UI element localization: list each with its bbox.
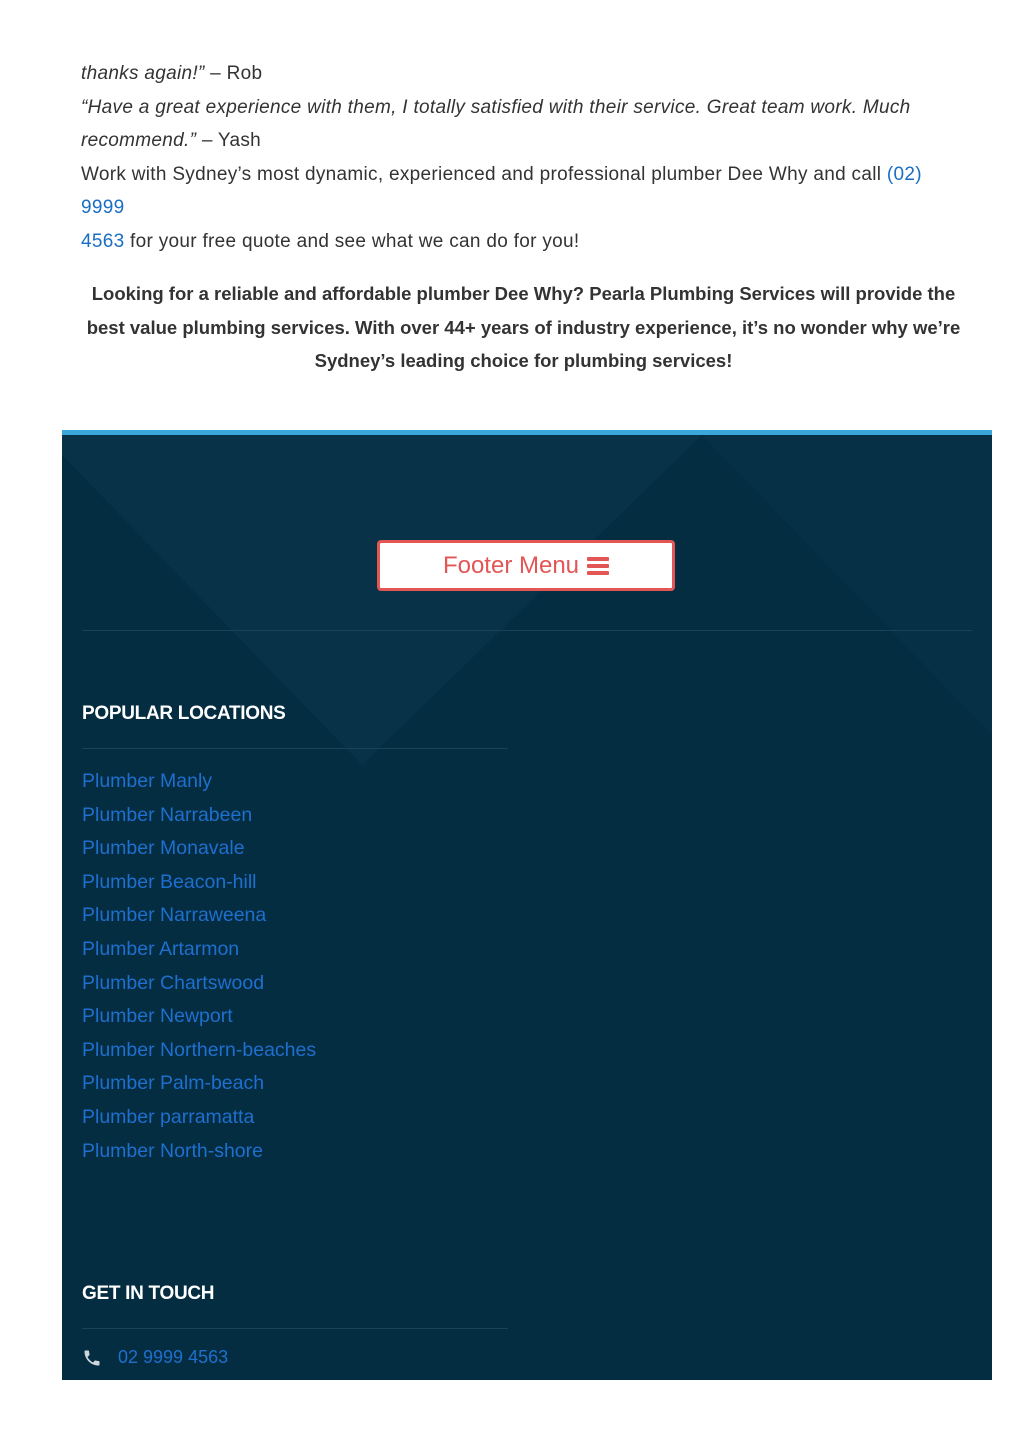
popular-locations-divider (82, 748, 508, 749)
list-item (82, 933, 316, 967)
location-link-beacon-hill[interactable]: Plumber Beacon-hill (82, 870, 257, 893)
list-item (82, 799, 316, 833)
location-link-manly[interactable]: Plumber Manly (82, 770, 213, 792)
list-item (82, 1067, 316, 1101)
location-link-monavale[interactable]: Plumber Monavale (82, 837, 245, 860)
testimonial-yash-author: – Yash (196, 130, 262, 151)
lead-line1: Looking for a reliable and affordable plumber Dee Why? Pearla Plumbing Services will provide the (91, 283, 956, 304)
lead-line2: best value plumbing services. With over 44+ years of industry experience, it’s no wonder why we’re (86, 316, 961, 338)
testimonial-rob-author: – Rob (204, 63, 263, 84)
location-link-north-shore[interactable]: Plumber North-shore (82, 1139, 263, 1162)
list-item (82, 1034, 316, 1068)
get-in-touch-divider (82, 1328, 508, 1329)
get-in-touch-heading: GET IN TOUCH (82, 1283, 215, 1304)
popular-locations-list (82, 765, 316, 1168)
list-item (82, 899, 316, 933)
testimonial-yash-quote-line2: recommend.” (81, 130, 197, 151)
cta-phone-link-part2[interactable]: 4563 (81, 230, 125, 252)
site-footer (62, 430, 992, 1380)
list-item (82, 967, 316, 1001)
hamburger-icon (587, 557, 609, 575)
cta-phone-link-part1[interactable]: (02) 9999 (81, 163, 922, 218)
cta-text-after: for your free quote and see what we can do for you! (124, 230, 580, 252)
contact-phone (82, 1347, 228, 1368)
list-item (82, 866, 316, 900)
main-content (81, 57, 966, 258)
location-link-newport[interactable]: Plumber Newport (82, 1005, 233, 1028)
list-item (82, 1135, 316, 1169)
testimonial-rob (81, 57, 966, 91)
list-item (82, 1000, 316, 1034)
cta-line2 (81, 225, 966, 259)
cta-text-before: Work with Sydney’s most dynamic, experienced and professional plumber Dee Why and call (81, 163, 887, 185)
list-item (82, 832, 316, 866)
location-link-narrabeen[interactable]: Plumber Narrabeen (82, 803, 253, 826)
list-item (82, 765, 316, 799)
location-link-palm-beach[interactable]: Plumber Palm-beach (82, 1072, 265, 1095)
cta-line1 (81, 158, 966, 225)
footer-divider (82, 630, 972, 631)
lead-paragraph (81, 277, 966, 378)
location-link-northern-beaches[interactable]: Plumber Northern-beaches (82, 1038, 317, 1061)
testimonial-yash-line2 (81, 124, 966, 158)
testimonial-yash-line1 (81, 91, 966, 125)
location-link-artarmon[interactable]: Plumber Artarmon (82, 937, 240, 960)
location-link-chartswood[interactable]: Plumber Chartswood (82, 971, 265, 994)
footer-phone-link[interactable]: 02 9999 4563 (118, 1347, 229, 1367)
location-link-narraweena[interactable]: Plumber Narraweena (82, 904, 267, 927)
lead-line3: Sydney’s leading choice for plumbing services! (314, 350, 733, 371)
list-item (82, 1101, 316, 1135)
testimonial-yash-quote-line1: “Have a great experience with them, I totally satisfied with their service. Great team work. Much (81, 96, 911, 118)
footer-menu-label: Footer Menu (442, 551, 580, 579)
popular-locations-heading: POPULAR LOCATIONS (82, 703, 286, 724)
testimonial-rob-quote: thanks again!” (81, 63, 205, 84)
location-link-parramatta[interactable]: Plumber parramatta (82, 1105, 255, 1128)
phone-icon (82, 1348, 102, 1368)
footer-menu-button[interactable] (377, 540, 675, 591)
